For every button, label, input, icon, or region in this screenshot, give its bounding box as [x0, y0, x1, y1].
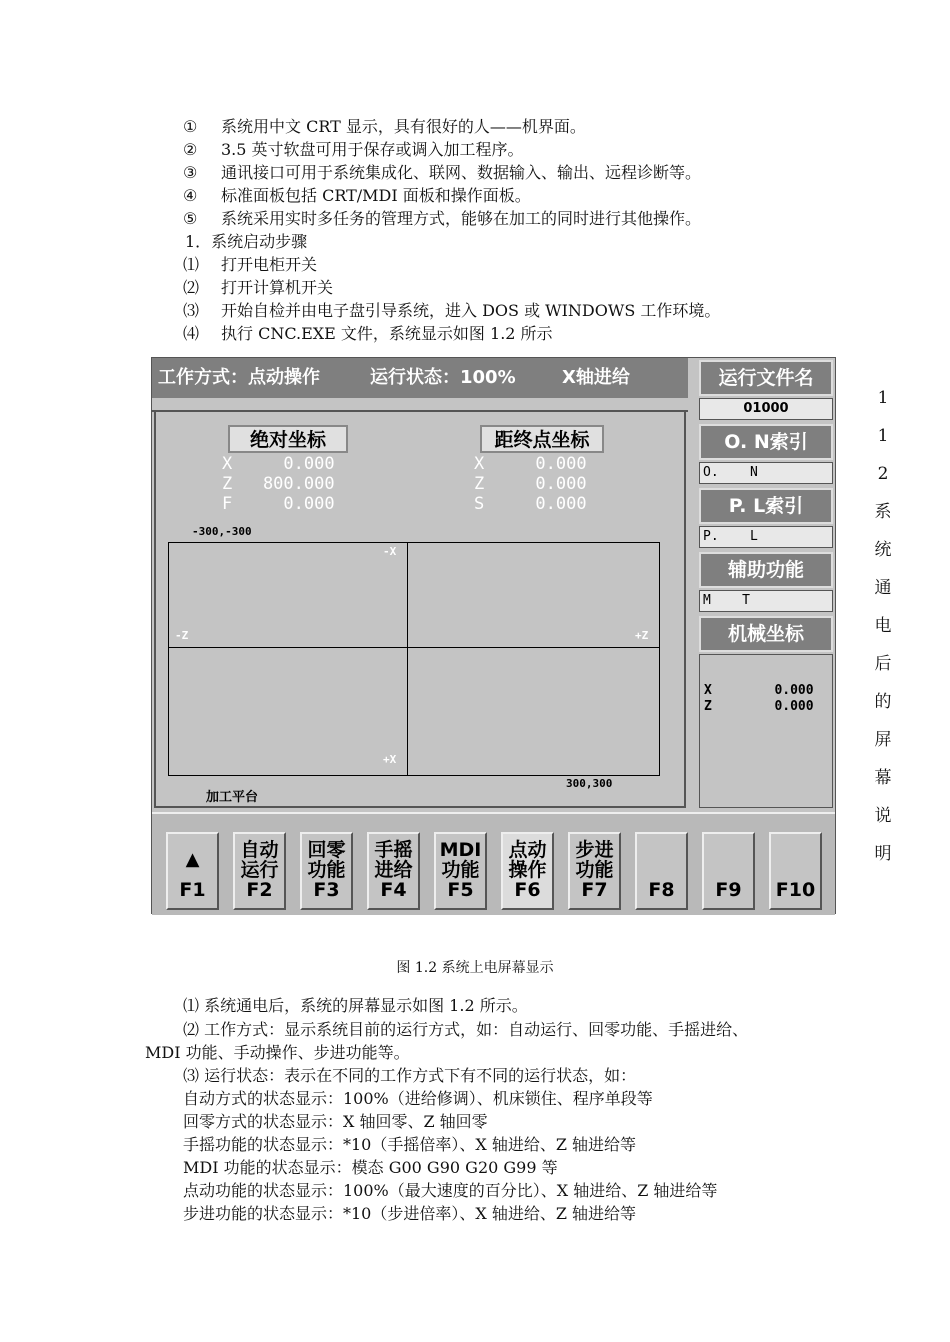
neg-z-label: -Z: [175, 629, 189, 642]
paragraph-line: 回零方式的状态显示：X 轴回零、Z 轴回零: [183, 1112, 488, 1131]
dist-coord-title: 距终点坐标: [480, 425, 604, 453]
paragraph-line: ⑵ 工作方式：显示系统目前的运行方式，如：自动运行、回零功能、手摇进给、: [183, 1020, 749, 1039]
paragraph-line: MDI 功能的状态显示：模态 G00 G90 G20 G99 等: [183, 1158, 558, 1177]
machining-plot: [168, 542, 660, 776]
axis-feed: X轴进给: [562, 367, 630, 388]
file-name-field: 01000: [699, 398, 833, 420]
list-item: ④ 标准面板包括 CRT/MDI 面板和操作面板。: [183, 186, 531, 205]
pos-x-label: +X: [383, 753, 397, 766]
machine-coord-values: X 0.000 Z 0.000: [704, 683, 814, 714]
paragraph-line: ⑶ 运行状态：表示在不同的工作方式下有不同的运行状态，如：: [183, 1066, 637, 1085]
main-panel: [154, 410, 686, 808]
paragraph-line: 步进功能的状态显示：*10（步进倍率）、X 轴进给、Z 轴进给等: [183, 1204, 637, 1223]
list-item: ⑴ 打开电柜开关: [183, 255, 318, 274]
file-name-button[interactable]: 运行文件名: [699, 360, 833, 396]
work-mode: 工作方式：点动操作: [158, 367, 320, 388]
paragraph-line: MDI 功能、手动操作、步进功能等。: [145, 1043, 410, 1062]
f10-key[interactable]: F10: [769, 832, 822, 910]
list-item: ⑶ 开始自检并由电子盘引导系统，进入 DOS 或 WINDOWS 工作环境。: [183, 301, 721, 320]
status-bar: [152, 358, 688, 398]
pl-index-field: P. L: [699, 526, 833, 548]
up-arrow-icon: ▲: [185, 849, 200, 870]
f2-key[interactable]: 自动 运行 F2: [233, 832, 286, 910]
list-item: ⑤ 系统采用实时多任务的管理方式，能够在加工的同时进行其他操作。: [183, 209, 702, 228]
f9-key[interactable]: F9: [702, 832, 755, 910]
platform-label: 加工平台: [206, 790, 259, 805]
plot-x-axis: [407, 543, 408, 775]
aux-function-button[interactable]: 辅助功能: [699, 552, 833, 588]
dist-coord-values: X 0.000 Z 0.000 S 0.000: [474, 454, 587, 514]
list-item: ③ 通讯接口可用于系统集成化、联网、数据输入、输出、远程诊断等。: [183, 163, 702, 182]
aux-function-field: M T: [699, 590, 833, 612]
paragraph-line: 自动方式的状态显示：100%（进给修调）、机床锁住、程序单段等: [183, 1089, 653, 1108]
machine-coord-box: [699, 654, 833, 808]
list-item: ① 系统用中文 CRT 显示，具有很好的人——机界面。: [183, 117, 586, 136]
f6-key[interactable]: 点动 操作 F6: [501, 832, 554, 910]
figure-caption: 图 1.2 系统上电屏幕显示: [396, 960, 554, 976]
side-caption: 1 1 2 系 统 通 电 后 的 屏 幕 说 明: [874, 388, 892, 864]
run-status: 运行状态：100%: [370, 367, 516, 388]
f8-key[interactable]: F8: [635, 832, 688, 910]
f1-key[interactable]: ▲ F1: [166, 832, 219, 910]
list-item: ⑷ 执行 CNC.EXE 文件，系统显示如图 1.2 所示: [183, 324, 553, 343]
pos-z-label: +Z: [635, 629, 649, 642]
neg-x-label: -X: [383, 545, 397, 558]
paragraph-line: 手摇功能的状态显示：*10（手摇倍率）、X 轴进给、Z 轴进给等: [183, 1135, 637, 1154]
pl-index-button[interactable]: P. L索引: [699, 488, 833, 524]
list-item: ② 3.5 英寸软盘可用于保存或调入加工程序。: [183, 140, 524, 159]
plot-min-label: -300,-300: [192, 525, 252, 538]
abs-coord-title: 绝对坐标: [228, 425, 348, 453]
plot-z-axis: [169, 647, 659, 648]
f3-key[interactable]: 回零 功能 F3: [300, 832, 353, 910]
paragraph-line: 点动功能的状态显示：100%（最大速度的百分比）、X 轴进给、Z 轴进给等: [183, 1181, 718, 1200]
on-index-button[interactable]: O. N索引: [699, 424, 833, 460]
section-heading: 1．系统启动步骤: [185, 232, 308, 251]
plot-max-label: 300,300: [566, 777, 613, 790]
list-item: ⑵ 打开计算机开关: [183, 278, 334, 297]
on-index-field: O. N: [699, 462, 833, 484]
f7-key[interactable]: 步进 功能 F7: [568, 832, 621, 910]
abs-coord-values: X 0.000 Z 800.000 F 0.000: [222, 454, 335, 514]
f4-key[interactable]: 手摇 进给 F4: [367, 832, 420, 910]
f5-key[interactable]: MDI 功能 F5: [434, 832, 487, 910]
paragraph-line: ⑴ 系统通电后，系统的屏幕显示如图 1.2 所示。: [183, 996, 528, 1015]
machine-coord-button[interactable]: 机械坐标: [699, 616, 833, 652]
cnc-screen-figure: [151, 357, 836, 914]
